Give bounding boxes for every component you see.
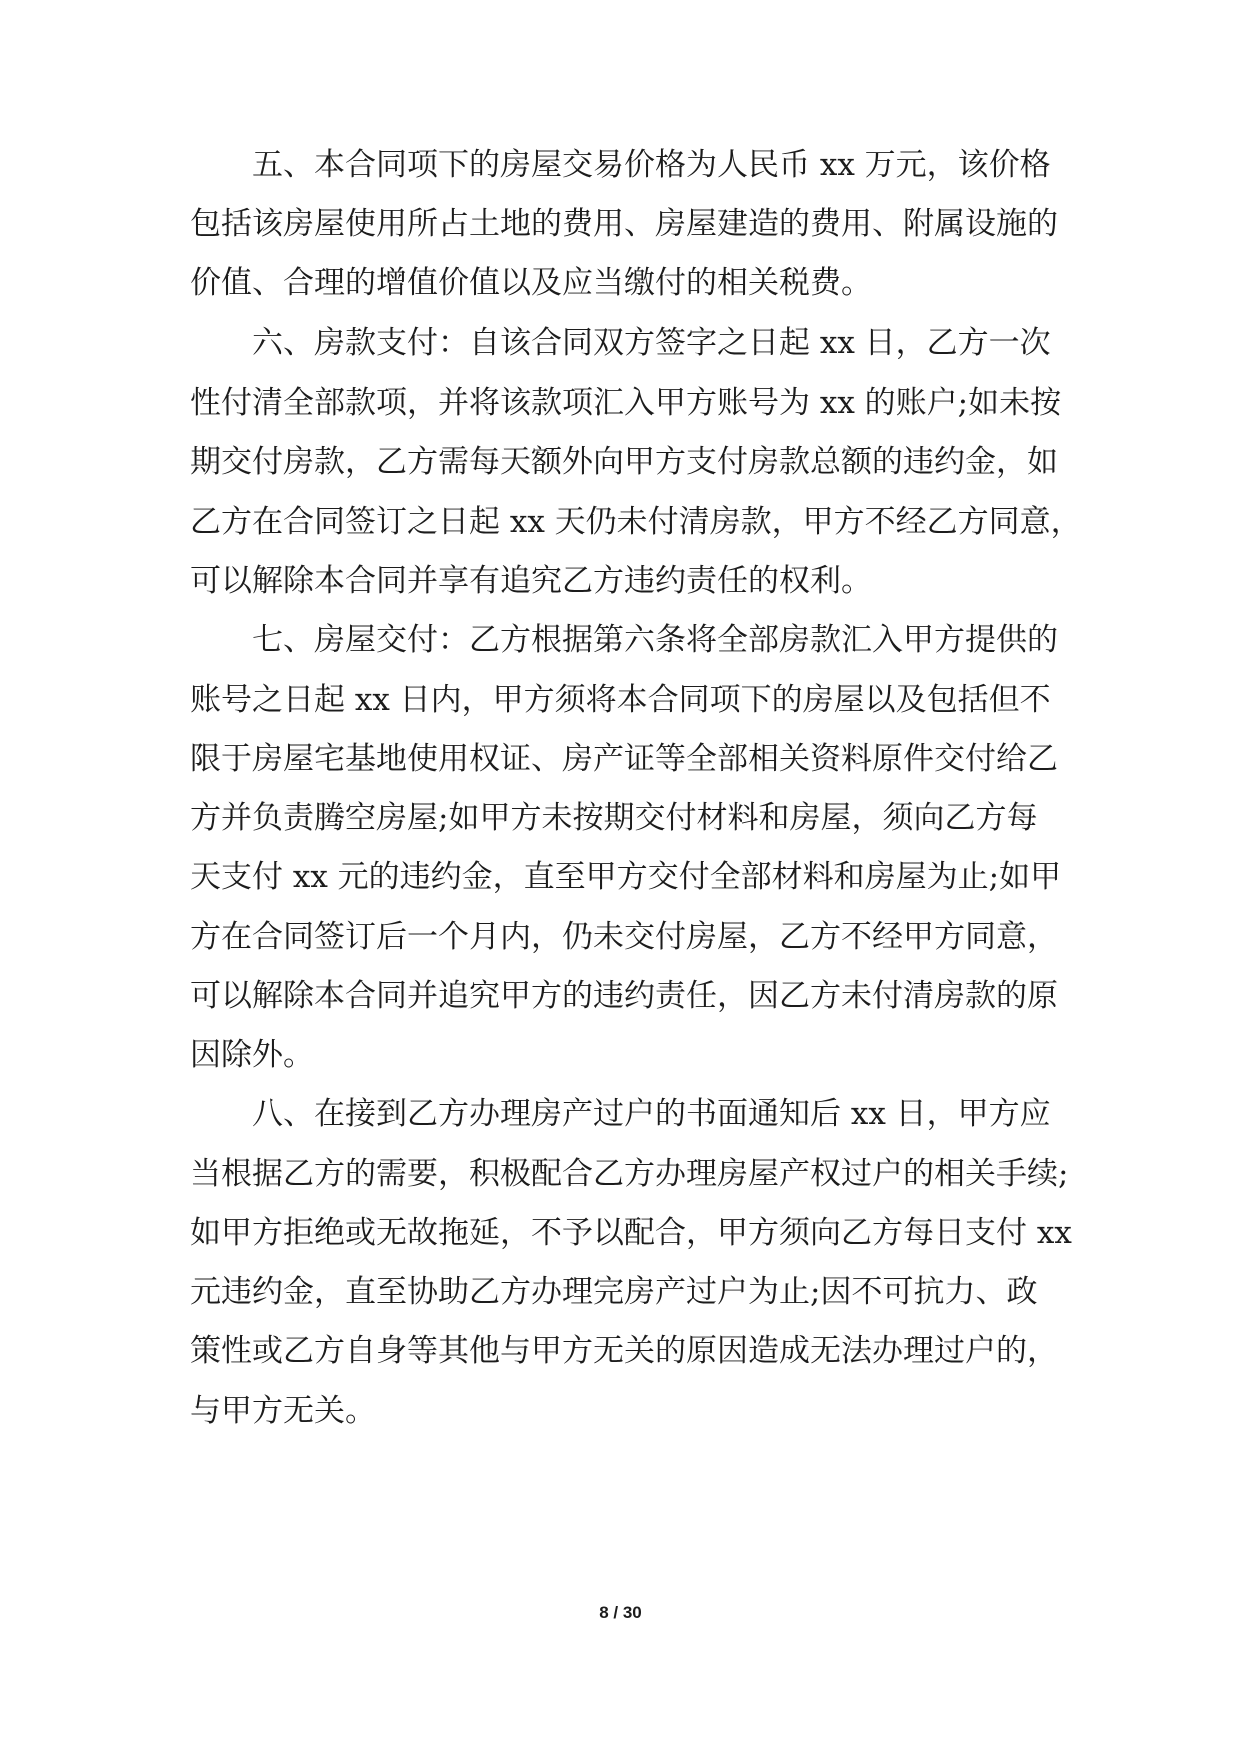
paragraph-7-line-5: 天支付 xx 元的违约金，直至甲方交付全部材料和房屋为止;如甲 bbox=[190, 859, 1062, 895]
paragraph-8-line-3: 如甲方拒绝或无故拖延，不予以配合，甲方须向乙方每日支付 xx bbox=[190, 1215, 1072, 1251]
paragraph-7-line-3: 限于房屋宅基地使用权证、房产证等全部相关资料原件交付给乙 bbox=[190, 741, 1058, 777]
paragraph-7-line-8: 因除外。 bbox=[190, 1037, 314, 1073]
paragraph-7-line-2: 账号之日起 xx 日内，甲方须将本合同项下的房屋以及包括但不 bbox=[190, 682, 1051, 718]
paragraph-7-line-1: 七、房屋交付：乙方根据第六条将全部房款汇入甲方提供的 bbox=[252, 622, 1058, 658]
paragraph-8-line-6: 与甲方无关。 bbox=[190, 1393, 376, 1429]
paragraph-7-line-4: 方并负责腾空房屋;如甲方未按期交付材料和房屋，须向乙方每 bbox=[190, 800, 1038, 836]
paragraph-5-line-3: 价值、合理的增值价值以及应当缴付的相关税费。 bbox=[190, 265, 872, 301]
paragraph-6-line-1: 六、房款支付：自该合同双方签字之日起 xx 日，乙方一次 bbox=[252, 325, 1051, 361]
paragraph-8-line-2: 当根据乙方的需要，积极配合乙方办理房屋产权过户的相关手续; bbox=[190, 1156, 1069, 1192]
paragraph-6-line-3: 期交付房款，乙方需每天额外向甲方支付房款总额的违约金，如 bbox=[190, 444, 1058, 480]
paragraph-6-line-5: 可以解除本合同并享有追究乙方违约责任的权利。 bbox=[190, 563, 872, 599]
paragraph-7-line-6: 方在合同签订后一个月内，仍未交付房屋，乙方不经甲方同意， bbox=[190, 919, 1058, 955]
paragraph-6-line-4: 乙方在合同签订之日起 xx 天仍未付清房款，甲方不经乙方同意， bbox=[190, 504, 1082, 540]
paragraph-7-line-7: 可以解除本合同并追究甲方的违约责任，因乙方未付清房款的原 bbox=[190, 978, 1058, 1014]
paragraph-5-line-2: 包括该房屋使用所占土地的费用、房屋建造的费用、附属设施的 bbox=[190, 206, 1058, 242]
paragraph-8-line-4: 元违约金，直至协助乙方办理完房产过户为止;因不可抗力、政 bbox=[190, 1274, 1038, 1310]
paragraph-5-line-1: 五、本合同项下的房屋交易价格为人民币 xx 万元，该价格 bbox=[252, 147, 1051, 183]
page-number: 8 / 30 bbox=[599, 1603, 642, 1622]
paragraph-6-line-2: 性付清全部款项，并将该款项汇入甲方账号为 xx 的账户;如未按 bbox=[190, 385, 1062, 421]
paragraph-8-line-1: 八、在接到乙方办理房产过户的书面通知后 xx 日，甲方应 bbox=[252, 1096, 1051, 1132]
paragraph-8-line-5: 策性或乙方自身等其他与甲方无关的原因造成无法办理过户的， bbox=[190, 1333, 1058, 1369]
